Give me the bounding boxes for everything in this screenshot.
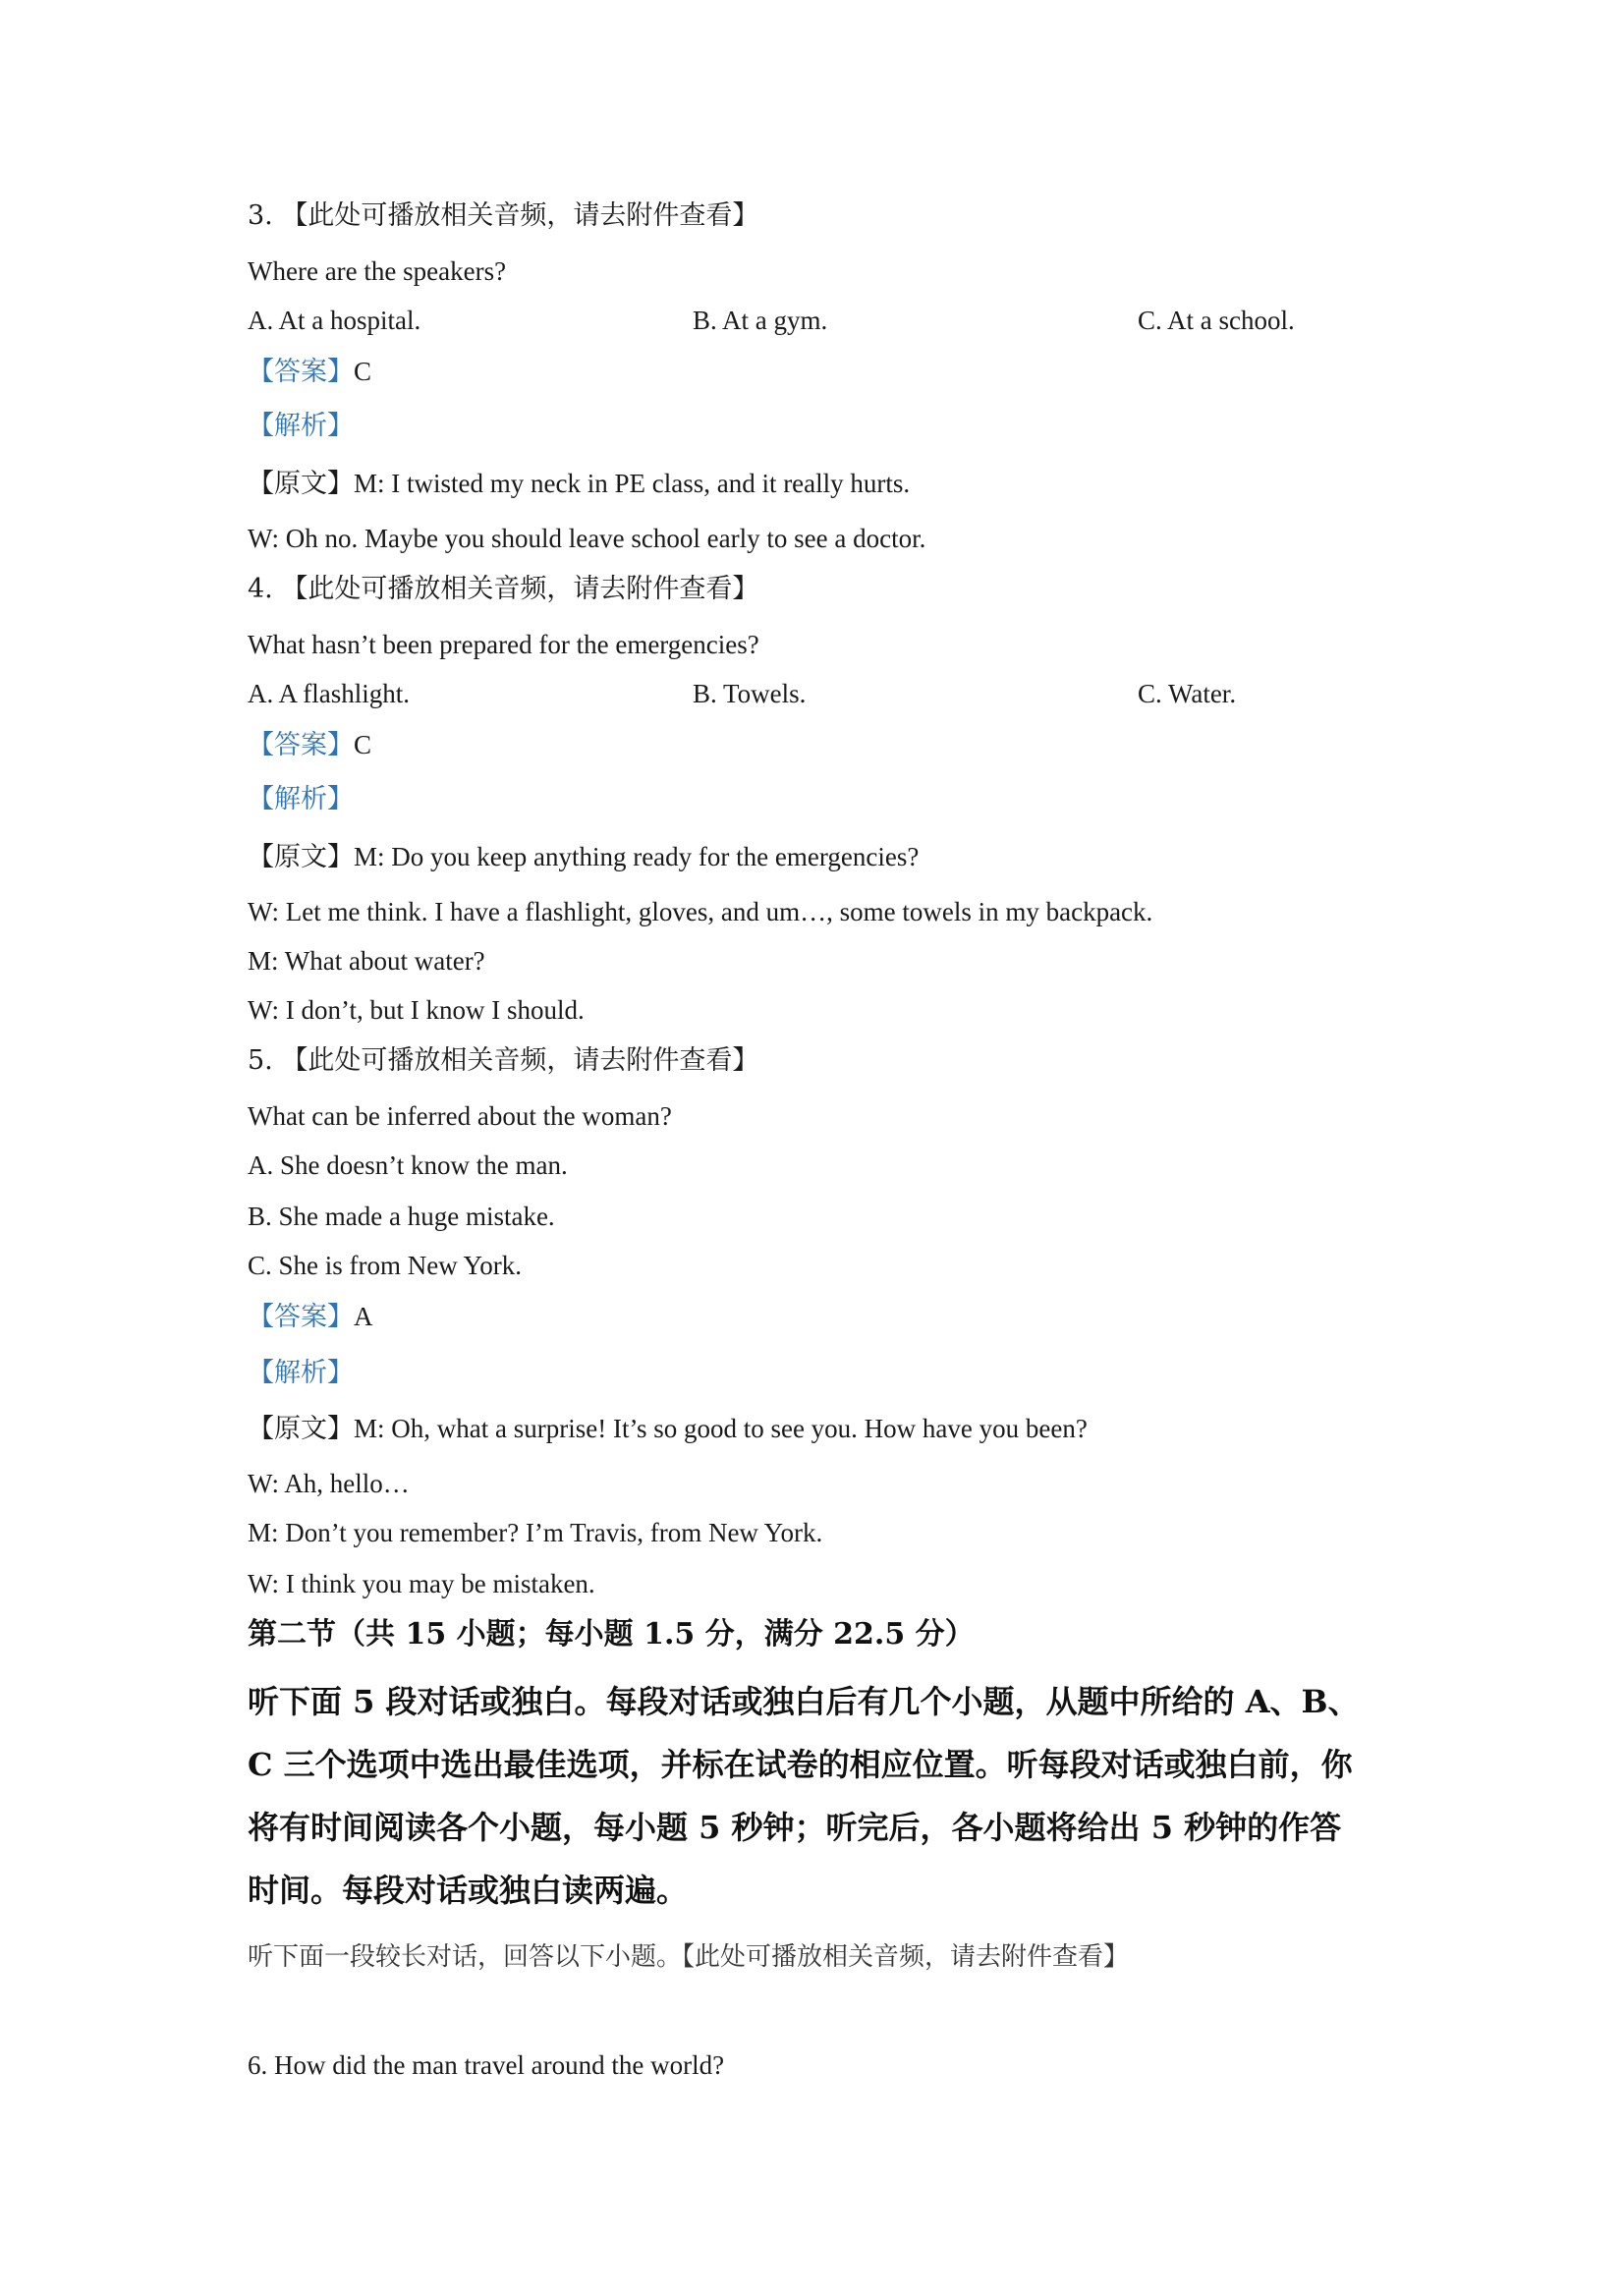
question-4-text: What hasn’t been prepared for the emergencies?: [248, 630, 759, 659]
answer-value: C: [354, 357, 372, 386]
question-4-answer: [248, 727, 371, 763]
question-4-option-a: A. A flashlight.: [248, 679, 411, 708]
answer-tag: 【答案】: [248, 357, 354, 387]
question-5-option-b: B. She made a huge mistake.: [248, 1202, 555, 1231]
transcript-text: M: Oh, what a surprise! It’s so good to see you. How have you been?: [354, 1414, 1088, 1443]
question-5-transcript-line: M: Don’t you remember? I’m Travis, from New York.: [248, 1518, 823, 1547]
question-5-header: [248, 1043, 758, 1079]
note-text: 听下面一段较长对话，回答以下小题。: [248, 1942, 683, 1972]
question-5-option-a: A. She doesn’t know the man.: [248, 1150, 568, 1180]
question-3-option-b: B. At a gym.: [693, 306, 828, 335]
question-4-header: [248, 572, 758, 607]
audio-placeholder: 【此处可播放相关音频，请去附件查看】: [281, 1045, 759, 1076]
question-4-transcript-line: [248, 839, 919, 875]
question-3-answer: [248, 354, 371, 390]
transcript-text: M: I twisted my neck in PE class, and it really hurts.: [354, 469, 911, 498]
section-2-instruction-line: 时间。每段对话或独白读两遍。: [248, 1872, 689, 1909]
question-number: 5.: [248, 1045, 273, 1076]
question-number: 3.: [248, 200, 273, 231]
question-4-transcript-line: W: I don’t, but I know I should.: [248, 995, 585, 1025]
question-4-option-b: B. Towels.: [693, 679, 807, 708]
question-3-transcript-line: [248, 466, 910, 502]
section-2-note: [248, 1939, 1129, 1975]
transcript-text: M: Do you keep anything ready for the emergencies?: [354, 842, 920, 871]
audio-placeholder: 【此处可播放相关音频，请去附件查看】: [281, 574, 759, 604]
section-2-instruction-line: C 三个选项中选出最佳选项，并标在试卷的相应位置。听每段对话或独白前，你: [248, 1746, 1353, 1783]
question-3-text: Where are the speakers?: [248, 256, 507, 286]
question-4-analysis-tag: 【解析】: [248, 784, 354, 814]
question-number: 4.: [248, 574, 273, 604]
question-4-transcript-line: M: What about water?: [248, 946, 485, 976]
question-4-option-c: C. Water.: [1138, 679, 1237, 708]
question-6-text: 6. How did the man travel around the world?: [248, 2050, 725, 2080]
section-2-title: 第二节（共 15 小题；每小题 1.5 分，满分 22.5 分）: [248, 1617, 975, 1652]
answer-tag: 【答案】: [248, 730, 354, 760]
question-3-option-c: C. At a school.: [1138, 306, 1295, 335]
section-2-instruction-line: 听下面 5 段对话或独白。每段对话或独白后有几个小题，从题中所给的 A、B、: [248, 1683, 1360, 1720]
question-3-analysis-tag: 【解析】: [248, 411, 354, 441]
audio-placeholder: 【此处可播放相关音频，请去附件查看】: [682, 1942, 1130, 1972]
question-5-option-c: C. She is from New York.: [248, 1251, 523, 1280]
question-3-option-a: A. At a hospital.: [248, 306, 421, 335]
question-3-header: [248, 198, 758, 234]
question-5-text: What can be inferred about the woman?: [248, 1101, 672, 1131]
transcript-tag: 【原文】: [248, 842, 354, 872]
question-5-transcript-line: W: Ah, hello…: [248, 1469, 410, 1498]
answer-tag: 【答案】: [248, 1302, 354, 1332]
question-4-transcript-line: W: Let me think. I have a flashlight, gloves, and um…, some towels in my backpack.: [248, 897, 1153, 926]
transcript-tag: 【原文】: [248, 469, 354, 499]
section-2-instruction-line: 将有时间阅读各个小题，每小题 5 秒钟；听完后，各小题将给出 5 秒钟的作答: [248, 1809, 1342, 1846]
transcript-tag: 【原文】: [248, 1414, 354, 1444]
answer-value: C: [354, 730, 372, 759]
question-5-transcript-line: [248, 1411, 1088, 1447]
audio-placeholder: 【此处可播放相关音频，请去附件查看】: [281, 200, 759, 231]
question-5-transcript-line: W: I think you may be mistaken.: [248, 1569, 595, 1598]
question-3-transcript-line: W: Oh no. Maybe you should leave school early to see a doctor.: [248, 524, 926, 553]
question-5-analysis-tag: 【解析】: [248, 1358, 354, 1388]
question-5-answer: [248, 1299, 373, 1335]
answer-value: A: [354, 1302, 373, 1331]
